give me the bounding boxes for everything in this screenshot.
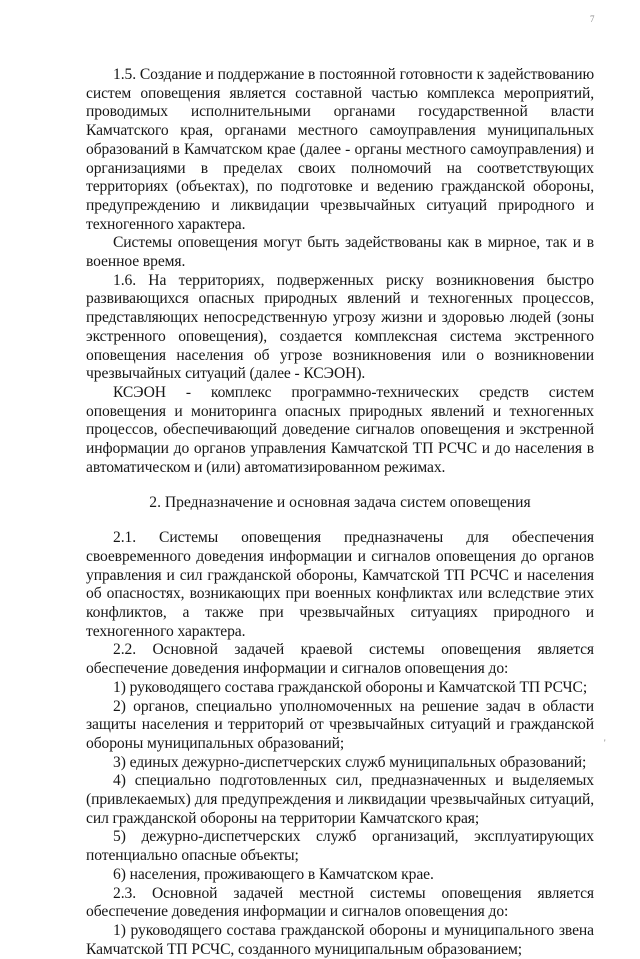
- list-item-2-3-1: 1) руководящего состава гражданской обороны и муниципального звена Камчатской ТП РСЧС, созданного муниципальным образованием;: [86, 921, 594, 958]
- list-item-2-2-1: 1) руководящего состава гражданской обороны и Камчатской ТП РСЧС;: [113, 678, 588, 696]
- list-item-2-2-6: 6) населения, проживающего в Камчатском крае.: [113, 865, 434, 883]
- paragraph-peace-war-time: Системы оповещения могут быть задействованы как в мирное, так и в военное время.: [86, 234, 594, 271]
- paragraph-2-2: 2.2. Основной задачей краевой системы оповещения является обеспечение доведения информации и сигналов оповещения до:: [86, 641, 594, 678]
- scan-mark: ': [604, 738, 606, 748]
- paragraph-2-1: 2.1. Системы оповещения предназначены для обеспечения своевременного доведения информации и сигналов оповещения до органов управления и сил гражданской обороны, Камчатской ТП РСЧС и населения об опасностях, возникающих при военных конфликтах или вследствие этих конфликтов, а также при чрезвычайных ситуациях природного и техногенного характера.: [86, 529, 594, 640]
- list-item-2-2-5: 5) дежурно-диспетчерских служб организаций, эксплуатирующих потенциально опасные объекты;: [86, 828, 594, 865]
- document-body: [86, 66, 594, 959]
- paragraph-1-5: 1.5. Создание и поддержание в постоянной готовности к задействованию систем оповещения является составной частью комплекса мероприятий, проводимых исполнительными органами государственной власти Камчатского края, органами местного самоуправления муниципальных образований в Камчатском крае (далее - органы местного самоуправления) и организациями в пределах своих полномочий на соответствующих территориях (объектах), по подготовке и ведению гражданской обороны, предупреждению и ликвидации чрезвычайных ситуаций природного и техногенного характера.: [86, 66, 594, 233]
- list-item-2-2-3: 3) единых дежурно-диспетчерских служб муниципальных образований;: [113, 753, 587, 771]
- list-item-2-2-4: 4) специально подготовленных сил, предназначенных и выделяемых (привлекаемых) для предупреждения и ликвидации чрезвычайных ситуаций, сил гражданской обороны на территории Камчатского края;: [86, 772, 594, 827]
- paragraph-1-6: 1.6. На территориях, подверженных риску возникновения быстро развивающихся опасных природных явлений и техногенных процессов, представляющих непосредственную угрозу жизни и здоровью людей (зоны экстренного оповещения), создается комплексная система экстренного оповещения населения об угрозе возникновения или о возникновении чрезвычайных ситуаций (далее - КСЭОН).: [86, 271, 594, 383]
- paragraph-2-3: 2.3. Основной задачей местной системы оповещения является обеспечение доведения информации и сигналов оповещения до:: [86, 884, 594, 921]
- page-number: 7: [590, 14, 595, 24]
- paragraph-kseon-definition: КСЭОН - комплекс программно-технических средств систем оповещения и мониторинга опасных природных явлений и техногенных процессов, обеспечивающий доведение сигналов оповещения и экстренной информации до органов управления Камчатской ТП РСЧС и до населения в автоматическом и (или) автоматизированном режимах.: [86, 383, 594, 476]
- list-item-2-2-2: 2) органов, специально уполномоченных на решение задач в области защиты населения и территорий от чрезвычайных ситуаций и гражданской обороны муниципальных образований;: [86, 697, 594, 752]
- section-heading-2: 2. Предназначение и основная задача систем оповещения: [149, 494, 531, 512]
